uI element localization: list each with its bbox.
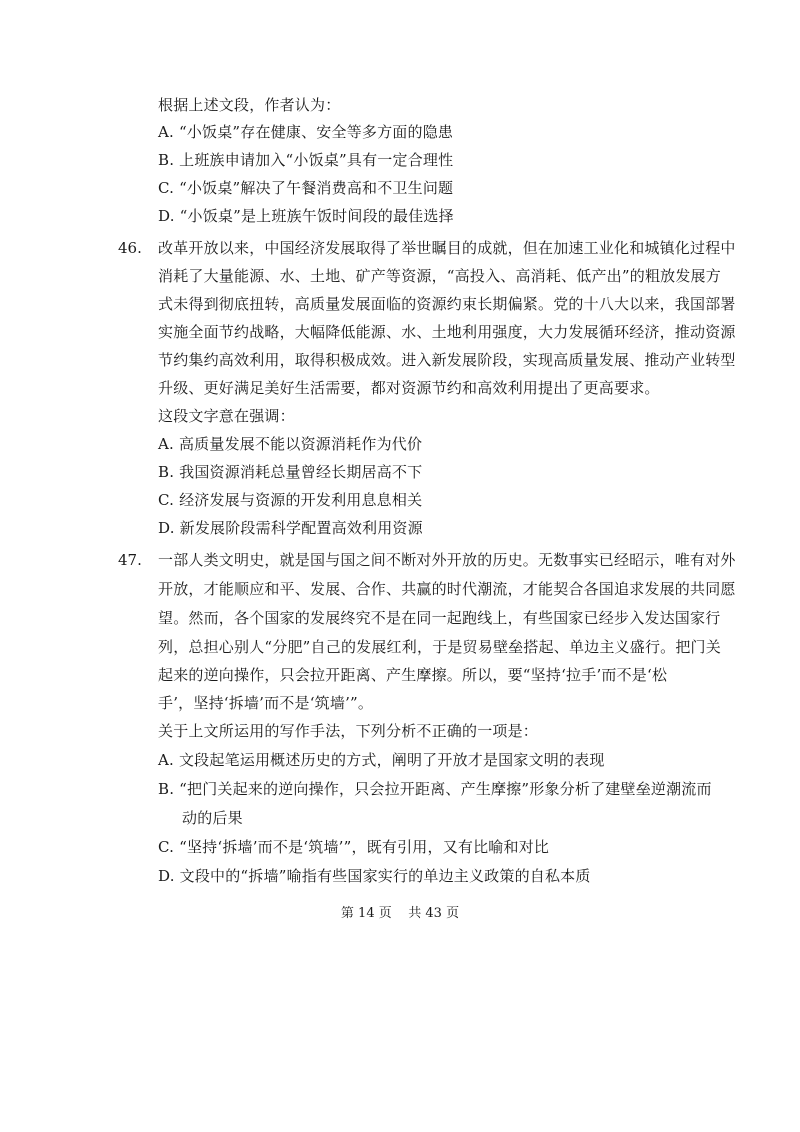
q46-option-b: B. 我国资源消耗总量曾经长期居高不下 xyxy=(158,463,423,481)
q47-option-b-continuation: 动的后果 xyxy=(182,809,243,827)
q47-option-d: D. 文段中的“拆墙”喻指有些国家实行的单边主义政策的自私本质 xyxy=(158,867,591,885)
q46-passage-line: 升级、更好满足美好生活需要，都对资源节约和高效利用提出了更高要求。 xyxy=(158,379,660,397)
q47-passage-line: 列，总担心别人“分肥”自己的发展红利，于是贸易壁垒搭起、单边主义盛行。把门关 xyxy=(158,638,721,656)
q47-passage-line: 开放，才能顺应和平、发展、合作、共赢的时代潮流，才能契合各国追求发展的共同愿 xyxy=(158,580,736,598)
q45-option-a: A. “小饭桌”存在健康、安全等多方面的隐患 xyxy=(158,123,454,141)
page-footer: 第 14 页 共 43 页 xyxy=(340,906,460,921)
q45-option-b: B. 上班族申请加入“小饭桌”具有一定合理性 xyxy=(158,151,454,169)
q46-passage-line: 消耗了大量能源、水、土地、矿产等资源，“高投入、高消耗、低产出”的粗放发展方 xyxy=(158,267,721,285)
q47-passage-line: 手’，坚持‘拆墙’而不是‘筑墙’”。 xyxy=(158,694,374,712)
q47-passage-line: 望。然而，各个国家的发展终究不是在同一起跑线上，有些国家已经步入发达国家行 xyxy=(158,609,721,627)
q46-stem: 这段文字意在强调： xyxy=(158,407,295,425)
q47-option-a: A. 文段起笔运用概述历史的方式，阐明了开放才是国家文明的表现 xyxy=(158,751,605,769)
q46-option-c: C. 经济发展与资源的开发利用息息相关 xyxy=(158,491,423,509)
q46-passage-line: 改革开放以来，中国经济发展取得了举世瞩目的成就，但在加速工业化和城镇化过程中 xyxy=(158,239,736,257)
q46-passage-line: 实施全面节约战略，大幅降低能源、水、土地利用强度，大力发展循环经济，推动资源 xyxy=(158,323,736,341)
q47-stem: 关于上文所运用的写作手法，下列分析不正确的一项是： xyxy=(158,722,539,740)
q46-passage-line: 节约集约高效利用，取得积极成效。进入新发展阶段，实现高质量发展、推动产业转型 xyxy=(158,351,736,369)
q46-number: 46. xyxy=(118,239,142,257)
q46-option-d: D. 新发展阶段需科学配置高效利用资源 xyxy=(158,519,423,537)
q47-passage-line: 起来的逆向操作，只会拉开距离、产生摩擦。所以，要“坚持‘拉手’而不是‘松 xyxy=(158,666,668,684)
q47-number: 47. xyxy=(118,551,142,569)
q46-passage-line: 式未得到彻底扭转，高质量发展面临的资源约束长期偏紧。党的十八大以来，我国部署 xyxy=(158,295,736,313)
q45-stem: 根据上述文段，作者认为： xyxy=(158,96,341,114)
q46-option-a: A. 高质量发展不能以资源消耗作为代价 xyxy=(158,435,423,453)
q47-option-b: B. “把门关起来的逆向操作，只会拉开距离、产生摩擦”形象分析了建壁垒逆潮流而 xyxy=(158,780,712,798)
q45-option-d: D. “小饭桌”是上班族午饭时间段的最佳选择 xyxy=(158,207,454,225)
q47-option-c: C. “坚持‘拆墙’而不是‘筑墙’”，既有引用，又有比喻和对比 xyxy=(158,838,550,856)
q47-passage-line: 一部人类文明史，就是国与国之间不断对外开放的历史。无数事实已经昭示，唯有对外 xyxy=(158,551,736,569)
q45-option-c: C. “小饭桌”解决了午餐消费高和不卫生问题 xyxy=(158,179,454,197)
